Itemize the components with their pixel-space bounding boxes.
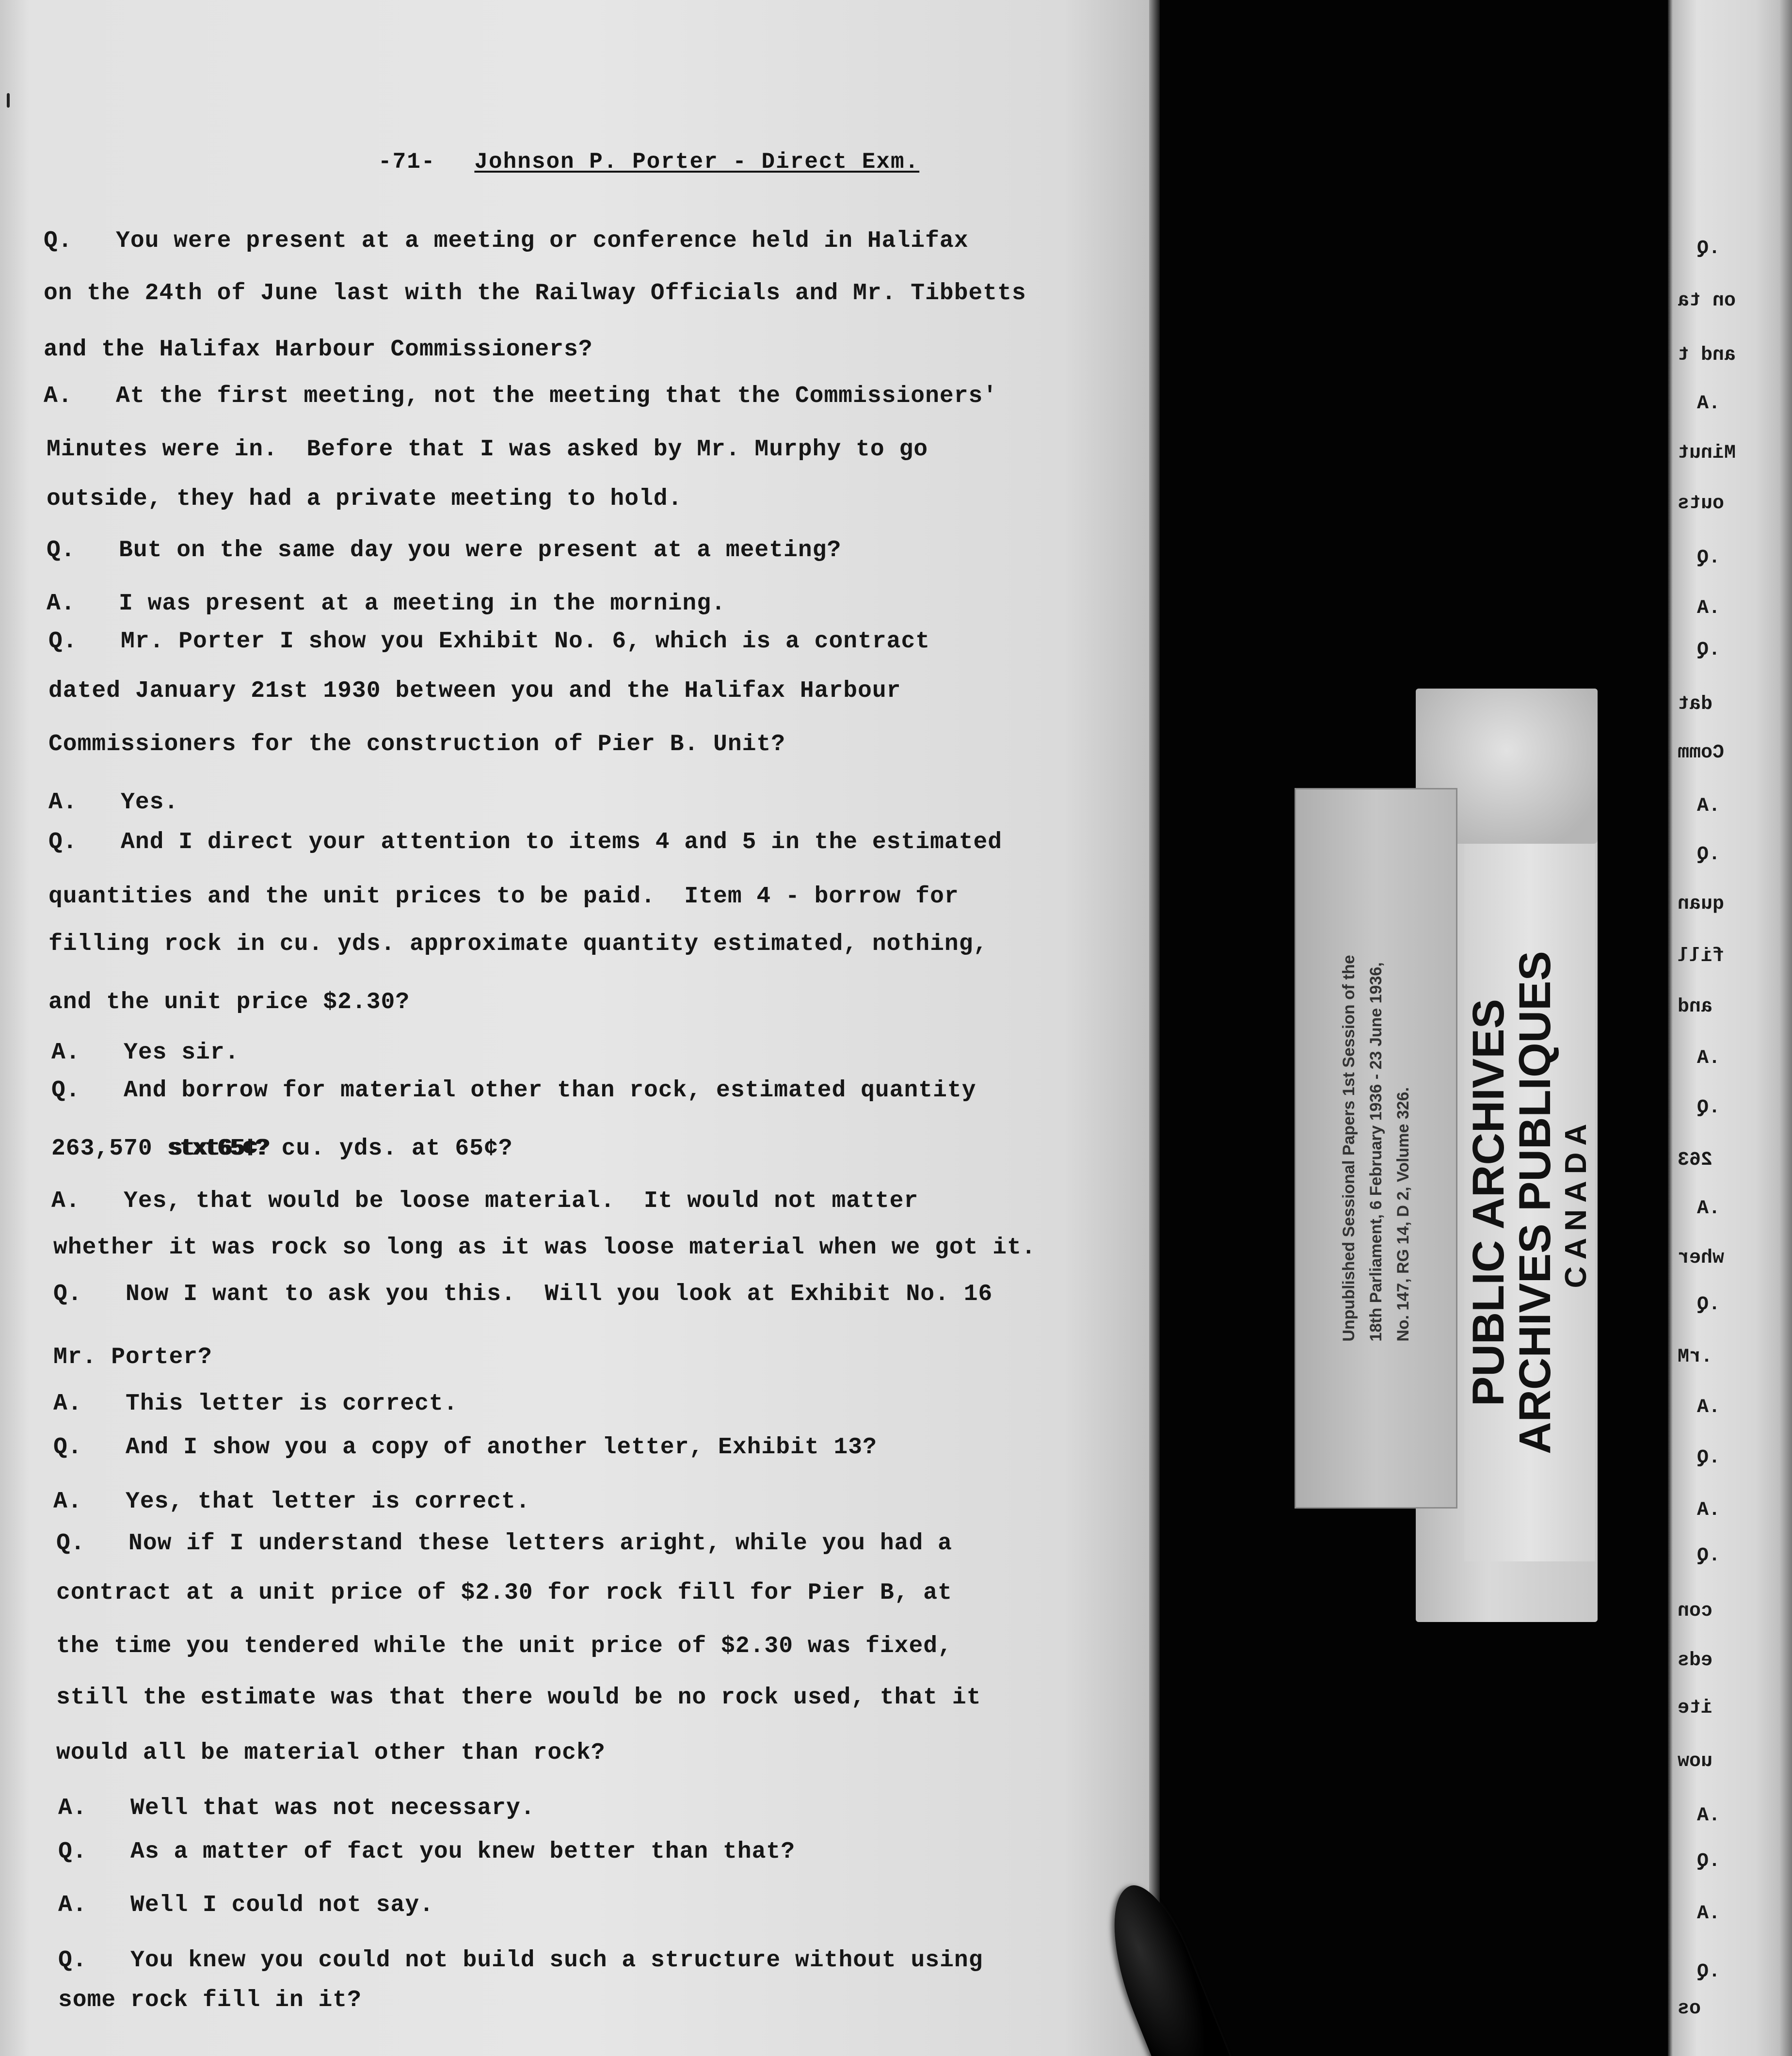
transcript-line: dated January 21st 1930 between you and the Halifax Harbour bbox=[48, 678, 901, 704]
edge-fragment: dat bbox=[1678, 693, 1713, 715]
transcript-line bbox=[51, 1136, 513, 1162]
transcript-line: and the unit price $2.30? bbox=[48, 989, 410, 1015]
quantity-value: 263,570 bbox=[51, 1136, 167, 1162]
transcript-line: filling rock in cu. yds. approximate quantity estimated, nothing, bbox=[48, 931, 988, 957]
edge-fragment: quan bbox=[1678, 893, 1725, 915]
edge-fragment: .Q bbox=[1697, 1294, 1721, 1316]
transcript-line: A. At the first meeting, not the meeting that the Commissioners' bbox=[44, 383, 998, 409]
edge-fragment: .A bbox=[1697, 1047, 1721, 1069]
transcript-line: and the Halifax Harbour Commissioners? bbox=[44, 337, 593, 363]
transcript-line: Q. As a matter of fact you knew better than that? bbox=[58, 1839, 796, 1865]
transcript-line: Q. And I direct your attention to items 4 and 5 in the estimated bbox=[48, 829, 1003, 855]
transcript-line: Q. Now if I understand these letters aright, while you had a bbox=[56, 1530, 952, 1557]
edge-fragment: .Q bbox=[1697, 1850, 1721, 1872]
archives-reference-card bbox=[1295, 788, 1457, 1509]
edge-fragment: .A bbox=[1697, 1805, 1721, 1827]
edge-fragment: uow bbox=[1678, 1751, 1713, 1772]
transcript-line: Q. But on the same day you were present at a meeting? bbox=[47, 537, 842, 563]
transcript-line: A. Yes, that would be loose material. It would not matter bbox=[51, 1188, 919, 1214]
edge-fragment: eds bbox=[1678, 1650, 1713, 1671]
edge-fragment: 263 bbox=[1678, 1149, 1713, 1171]
stamp-text bbox=[1465, 951, 1594, 1454]
edge-fragment: .A bbox=[1697, 795, 1721, 817]
edge-fragment: .Q bbox=[1697, 1097, 1721, 1119]
edge-fragment: Comm bbox=[1678, 742, 1725, 764]
reference-line: Unpublished Sessional Papers 1st Session of the bbox=[1340, 955, 1358, 1342]
edge-fragment: .Q bbox=[1697, 1961, 1721, 1983]
transcript-line: A. Yes. bbox=[48, 789, 179, 816]
edge-fragment: on ta bbox=[1678, 290, 1736, 312]
adjacent-page-edge bbox=[1668, 0, 1792, 2056]
edge-fragment: .Q bbox=[1697, 1447, 1721, 1469]
transcript-line: A. I was present at a meeting in the morning. bbox=[47, 591, 726, 617]
edge-fragment: .Q bbox=[1697, 238, 1721, 259]
edge-fragment: .A bbox=[1697, 1397, 1721, 1418]
edge-fragment: .Q bbox=[1697, 844, 1721, 866]
transcript-line: Q. You knew you could not build such a structure without using bbox=[58, 1947, 983, 1974]
transcript-line: Minutes were in. Before that I was asked by Mr. Murphy to go bbox=[47, 436, 928, 463]
transcript-line: A. Yes, that letter is correct. bbox=[53, 1489, 530, 1515]
reference-card-text bbox=[1335, 955, 1417, 1341]
edge-fragment: ite bbox=[1678, 1697, 1713, 1719]
edge-fragment: .rM bbox=[1678, 1346, 1713, 1368]
transcript-line: whether it was rock so long as it was loose material when we got it. bbox=[53, 1235, 1036, 1261]
transcript-line: contract at a unit price of $2.30 for rock fill for Pier B, at bbox=[56, 1580, 952, 1606]
page-number: -71- bbox=[378, 149, 436, 175]
archives-stamp bbox=[1464, 844, 1595, 1561]
transcript-line: quantities and the unit prices to be paid. Item 4 - borrow for bbox=[48, 883, 959, 910]
page-header bbox=[378, 149, 919, 175]
transcript-line: Q. Now I want to ask you this. Will you look at Exhibit No. 16 bbox=[53, 1281, 993, 1307]
edge-fragment: os bbox=[1678, 1998, 1701, 2020]
edge-fragment: and t bbox=[1678, 344, 1736, 366]
edge-fragment: .A bbox=[1697, 597, 1721, 619]
edge-fragment: .Q bbox=[1697, 639, 1721, 661]
edge-fragment: and bbox=[1678, 996, 1713, 1018]
struck-out-text: stxt65¢? bbox=[167, 1136, 267, 1162]
transcript-line: Mr. Porter? bbox=[53, 1344, 212, 1370]
transcript-line: some rock fill in it? bbox=[58, 1987, 362, 2013]
transcript-line: A. Yes sir. bbox=[51, 1040, 240, 1066]
edge-fragment: .Q bbox=[1697, 1545, 1721, 1567]
edge-fragment: wher bbox=[1678, 1247, 1725, 1269]
transcript-line: still the estimate was that there would be no rock used, that it bbox=[56, 1685, 981, 1711]
transcript-line: would all be material other than rock? bbox=[56, 1740, 606, 1766]
transcript-line: on the 24th of June last with the Railway Officials and Mr. Tibbetts bbox=[44, 280, 1026, 306]
transcript-line: A. This letter is correct. bbox=[53, 1391, 458, 1417]
edge-fragment: Minut bbox=[1678, 442, 1736, 464]
stamp-line-canada: CANADA bbox=[1559, 1117, 1593, 1288]
page-edge-shadow bbox=[1149, 0, 1160, 2056]
transcript-line: Q. You were present at a meeting or conference held in Halifax bbox=[44, 228, 969, 254]
transcript-line: Q. And borrow for material other than rock, estimated quantity bbox=[51, 1077, 976, 1104]
transcript-line: A. Well that was not necessary. bbox=[58, 1795, 535, 1821]
reference-line: 18th Parliament, 6 February 1936 - 23 June 1936, bbox=[1367, 962, 1385, 1342]
transcript-line: Q. Mr. Porter I show you Exhibit No. 6, which is a contract bbox=[48, 628, 930, 655]
edge-fragment: .A bbox=[1697, 1198, 1721, 1220]
page-mark bbox=[7, 93, 10, 108]
transcript-line: outside, they had a private meeting to hold. bbox=[47, 486, 683, 512]
edge-fragment: .A bbox=[1697, 1499, 1721, 1521]
unit-price-text: cu. yds. at 65¢? bbox=[267, 1136, 513, 1162]
edge-fragment: fill bbox=[1678, 946, 1725, 967]
transcript-line: Q. And I show you a copy of another letter, Exhibit 13? bbox=[53, 1434, 877, 1461]
reference-line: No. 147, RG 14, D 2, Volume 326. bbox=[1394, 1087, 1412, 1342]
edge-fragment: con bbox=[1678, 1600, 1713, 1622]
edge-fragment: .Q bbox=[1697, 547, 1721, 569]
stamp-line-public-archives: PUBLIC ARCHIVES bbox=[1464, 999, 1513, 1407]
transcript-line: the time you tendered while the unit price of $2.30 was fixed, bbox=[56, 1633, 952, 1659]
edge-fragment: outs bbox=[1678, 493, 1725, 514]
edge-fragment: .A bbox=[1697, 1903, 1721, 1925]
transcript-line: A. Well I could not say. bbox=[58, 1892, 434, 1918]
edge-fragment: .A bbox=[1697, 393, 1721, 415]
stamp-line-archives-publiques: ARCHIVES PUBLIQUES bbox=[1510, 951, 1560, 1454]
transcript-line: Commissioners for the construction of Pier B. Unit? bbox=[48, 731, 786, 757]
page-title: Johnson P. Porter - Direct Exm. bbox=[474, 149, 920, 175]
